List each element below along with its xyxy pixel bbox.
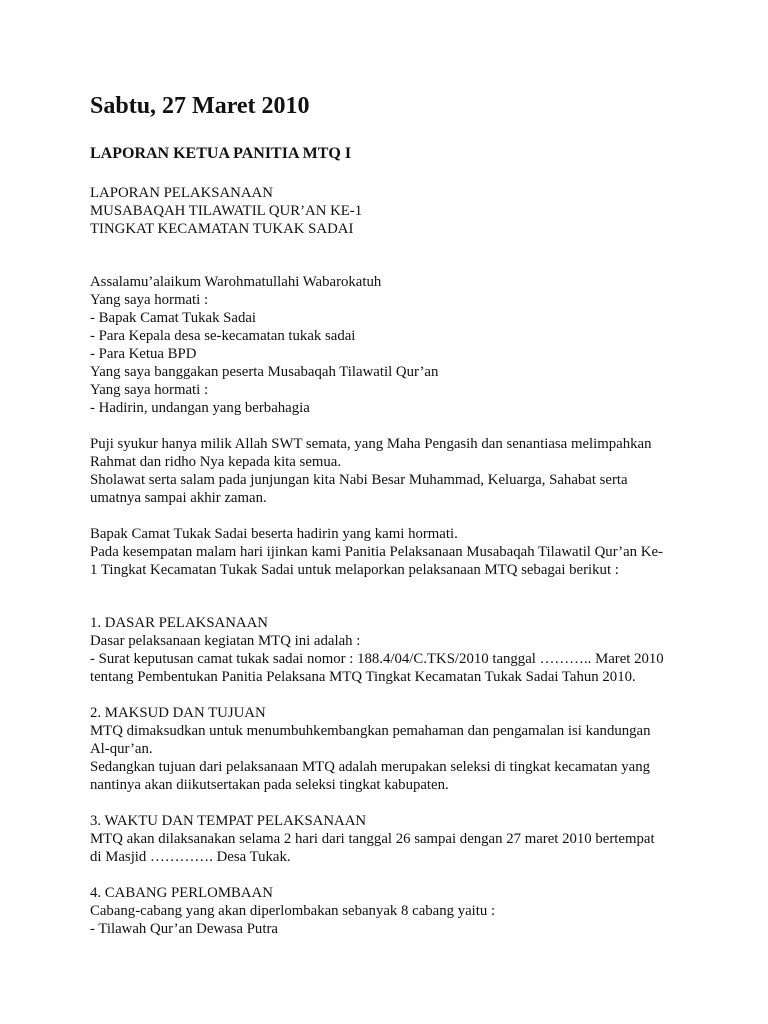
section-heading: 1. DASAR PELAKSANAAN xyxy=(90,615,268,631)
opening-paragraph xyxy=(90,435,690,507)
section-line: nantinya akan diikutsertakan pada seleksi tingkat kabupaten. xyxy=(90,777,449,793)
section-line: MTQ akan dilaksanakan selama 2 hari dari tanggal 26 sampai dengan 27 maret 2010 bertempat xyxy=(90,831,655,847)
intro-paragraph xyxy=(90,525,690,579)
report-heading: LAPORAN KETUA PANITIA MTQ I xyxy=(90,145,352,162)
subtitle-line: MUSABAQAH TILAWATIL QUR’AN KE-1 xyxy=(90,203,363,219)
section-line: Sedangkan tujuan dari pelaksanaan MTQ adalah merupakan seleksi di tingkat kecamatan yang xyxy=(90,759,651,775)
section-waktu-tempat xyxy=(90,812,690,866)
opening-line: Puji syukur hanya milik Allah SWT semata, yang Maha Pengasih dan senantiasa melimpahkan xyxy=(90,436,652,452)
opening-line: Sholawat serta salam pada junjungan kita Nabi Besar Muhammad, Keluarga, Sahabat serta xyxy=(90,472,628,488)
section-heading: 4. CABANG PERLOMBAAN xyxy=(90,885,273,901)
section-heading: 3. WAKTU DAN TEMPAT PELAKSANAAN xyxy=(90,813,367,829)
section-line: di Masjid …………. Desa Tukak. xyxy=(90,849,291,865)
section-line: Dasar pelaksanaan kegiatan MTQ ini adalah : xyxy=(90,633,361,649)
intro-line: Bapak Camat Tukak Sadai beserta hadirin yang kami hormati. xyxy=(90,526,458,542)
greeting-line: Yang saya hormati : xyxy=(90,382,209,398)
section-line: - Tilawah Qur’an Dewasa Putra xyxy=(90,921,278,937)
document-page xyxy=(90,92,690,938)
intro-line: 1 Tingkat Kecamatan Tukak Sadai untuk melaporkan pelaksanaan MTQ sebagai berikut : xyxy=(90,562,619,578)
greeting-line: Assalamu’alaikum Warohmatullahi Wabarokatuh xyxy=(90,274,382,290)
section-line: Al-qur’an. xyxy=(90,741,153,757)
section-line: - Surat keputusan camat tukak sadai nomor : 188.4/04/C.TKS/2010 tanggal ……….. Maret 2010 xyxy=(90,651,664,667)
section-dasar-pelaksanaan xyxy=(90,614,690,686)
greeting-line: - Hadirin, undangan yang berbahagia xyxy=(90,400,310,416)
subtitle-line: TINGKAT KECAMATAN TUKAK SADAI xyxy=(90,221,354,237)
section-line: Cabang-cabang yang akan diperlombakan sebanyak 8 cabang yaitu : xyxy=(90,903,496,919)
date-heading: Sabtu, 27 Maret 2010 xyxy=(90,93,310,119)
section-line: tentang Pembentukan Panitia Pelaksana MTQ Tingkat Kecamatan Tukak Sadai Tahun 2010. xyxy=(90,669,636,685)
greeting-line: Yang saya banggakan peserta Musabaqah Tilawatil Qur’an xyxy=(90,364,439,380)
greeting-line: - Bapak Camat Tukak Sadai xyxy=(90,310,257,326)
section-line: MTQ dimaksudkan untuk menumbuhkembangkan pemahaman dan pengamalan isi kandungan xyxy=(90,723,651,739)
greeting-line: - Para Kepala desa se-kecamatan tukak sadai xyxy=(90,328,356,344)
greeting-line: Yang saya hormati : xyxy=(90,292,209,308)
section-heading: 2. MAKSUD DAN TUJUAN xyxy=(90,705,266,721)
opening-line: Rahmat dan ridho Nya kepada kita semua. xyxy=(90,454,342,470)
section-cabang-perlombaan xyxy=(90,884,690,938)
intro-line: Pada kesempatan malam hari ijinkan kami Panitia Pelaksanaan Musabaqah Tilawatil Qur’an Ke- xyxy=(90,544,663,560)
greeting-paragraph xyxy=(90,273,690,417)
greeting-line: - Para Ketua BPD xyxy=(90,346,197,362)
opening-line: umatnya sampai akhir zaman. xyxy=(90,490,267,506)
report-subtitle xyxy=(90,184,690,238)
subtitle-line: LAPORAN PELAKSANAAN xyxy=(90,185,273,201)
section-maksud-tujuan xyxy=(90,704,690,794)
